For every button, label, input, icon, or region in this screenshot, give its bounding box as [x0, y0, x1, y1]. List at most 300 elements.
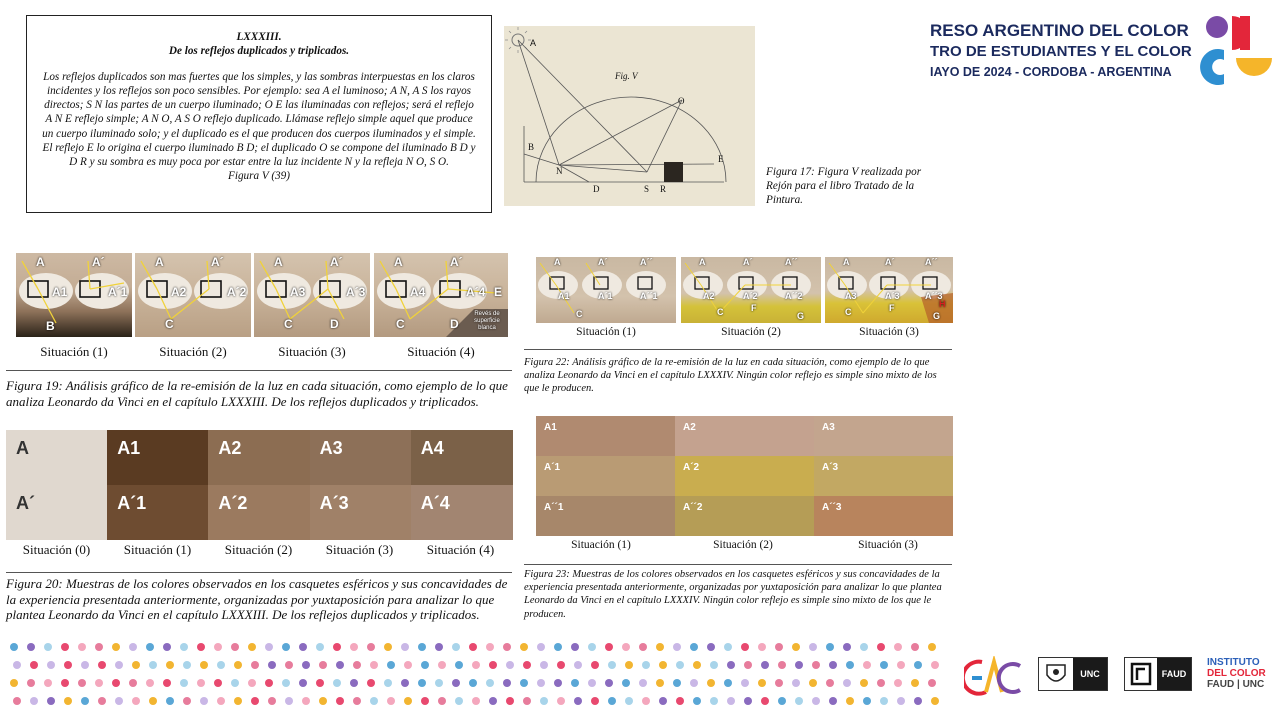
instituto-line2: DEL COLOR: [1207, 668, 1266, 679]
engraving-label-a: A: [530, 38, 537, 48]
photo3-label-a-prime: A´: [330, 255, 343, 269]
instituto-line1: INSTITUTO: [1207, 657, 1260, 668]
p22-3-a3: A3: [845, 291, 857, 301]
decorative-dot: [149, 697, 157, 705]
decorative-dot: [928, 679, 936, 687]
decorative-dot: [826, 679, 834, 687]
p22-1-a-dprime-1: A´´1: [640, 291, 658, 301]
decorative-dot: [710, 661, 718, 669]
decorative-dot: [10, 679, 18, 687]
decorative-dot: [302, 661, 310, 669]
decorative-dot: [605, 679, 613, 687]
fig20-swatch: [6, 485, 108, 540]
engraving-label-s: S: [644, 184, 650, 194]
decorative-dot: [146, 679, 154, 687]
decorative-dot: [367, 679, 375, 687]
p22-1-a-prime: A´: [598, 257, 608, 267]
unc-logo: [1038, 657, 1108, 691]
decorative-dot: [928, 643, 936, 651]
decorative-dot: [506, 661, 514, 669]
decorative-dot: [401, 643, 409, 651]
decorative-dot: [894, 643, 902, 651]
decorative-dot: [574, 661, 582, 669]
decorative-dot: [163, 679, 171, 687]
fig20-swatch: [411, 430, 513, 485]
decorative-dot: [81, 661, 89, 669]
p22-1-a-dprime: A´´: [640, 257, 653, 267]
fig22-rule: [524, 349, 952, 350]
decorative-dot: [775, 679, 783, 687]
fig23-situation-2: Situación (2): [713, 539, 773, 551]
fig20-swatch-label: A4: [420, 438, 444, 458]
decorative-dot: [537, 643, 545, 651]
decorative-dot: [469, 643, 477, 651]
decorative-dot: [846, 661, 854, 669]
decorative-dot: [472, 661, 480, 669]
decorative-dot: [384, 679, 392, 687]
decorative-dot: [350, 679, 358, 687]
fig23-swatch: [536, 496, 675, 536]
decorative-dot: [659, 697, 667, 705]
decorative-dot: [676, 697, 684, 705]
p22-3-a-prime-3: A´3: [885, 291, 900, 301]
fig20-situation-1: Situación (1): [123, 542, 192, 557]
decorative-dot: [13, 661, 21, 669]
decorative-dot: [523, 697, 531, 705]
decorative-dot: [452, 679, 460, 687]
decorative-dot: [265, 643, 273, 651]
decorative-dot: [265, 679, 273, 687]
decorative-dot: [418, 643, 426, 651]
photo1-label-a-prime: A´: [92, 255, 105, 269]
decorative-dot: [639, 643, 647, 651]
decorative-dot: [452, 643, 460, 651]
fig20-situation-4: Situación (4): [426, 542, 495, 557]
decorative-dot: [792, 679, 800, 687]
decorative-dot: [639, 679, 647, 687]
p22-3-a-dprime: A´´: [925, 257, 938, 267]
decorative-dot: [642, 697, 650, 705]
decorative-dot: [911, 643, 919, 651]
decorative-dot: [622, 643, 630, 651]
p22-1-a1: A1: [558, 291, 570, 301]
p22-2-a-prime-2: A´2: [743, 291, 758, 301]
figure-19-caption: Figura 19: Análisis gráfico de la re-emisión de la luz en cada situación, como ejemplo de lo que analiza Leonardo da Vinci en el capítulo LXXXIII. De los reflejos duplicados y triplicados.: [6, 378, 508, 409]
decorative-dot-pattern: [10, 643, 950, 713]
fig19-situation-4: Situación (4): [407, 344, 475, 359]
decorative-dot: [435, 679, 443, 687]
decorative-dot: [673, 679, 681, 687]
photo4-label-a4: A4: [410, 285, 426, 299]
p22-3-a: A: [843, 257, 850, 267]
decorative-dot: [676, 661, 684, 669]
decorative-dot: [234, 697, 242, 705]
decorative-dot: [707, 679, 715, 687]
decorative-dot: [795, 661, 803, 669]
decorative-dot: [319, 697, 327, 705]
instituto-color-logo: [1207, 657, 1273, 690]
decorative-dot: [588, 643, 596, 651]
fig20-situation-2: Situación (2): [224, 542, 293, 557]
decorative-dot: [489, 697, 497, 705]
decorative-dot: [149, 661, 157, 669]
decorative-dot: [880, 661, 888, 669]
decorative-dot: [897, 697, 905, 705]
decorative-dot: [13, 697, 21, 705]
fig20-swatch: [107, 485, 209, 540]
decorative-dot: [486, 643, 494, 651]
decorative-dot: [778, 697, 786, 705]
decorative-dot: [690, 643, 698, 651]
figure-22-caption: Figura 22: Análisis gráfico de la re-emisión de la luz en cada situación, como ejemplo de lo que analiza Leonardo da Vinci en el capítulo LXXXIV. Ningún color reflejo es simple sino mixto de los que le producen.: [524, 357, 937, 395]
fig20-swatch-label: A3: [319, 438, 343, 458]
decorative-dot: [268, 661, 276, 669]
decorative-dot: [166, 697, 174, 705]
p22-2-a-dprime-2: A´´2: [785, 291, 803, 301]
decorative-dot: [98, 661, 106, 669]
decorative-dot: [778, 661, 786, 669]
decorative-dot: [438, 661, 446, 669]
decorative-dot: [724, 679, 732, 687]
p22-3-h: H: [939, 299, 946, 309]
decorative-dot: [914, 661, 922, 669]
congress-title-line3: IAYO DE 2024 - CORDOBA - ARGENTINA: [930, 65, 1172, 79]
fig19-situation-3: Situación (3): [278, 344, 346, 359]
engraving-label-d: D: [593, 184, 600, 194]
decorative-dot: [285, 661, 293, 669]
figure-19-photo-3: [254, 253, 370, 337]
fig20-swatch: [107, 430, 209, 485]
decorative-dot: [809, 643, 817, 651]
congress-title-line2: TRO DE ESTUDIANTES Y EL COLOR: [930, 43, 1192, 60]
decorative-dot: [234, 661, 242, 669]
decorative-dot: [95, 679, 103, 687]
fig22-situation-2: Situación (2): [721, 326, 781, 338]
photo2-label-a-prime-2: A´2: [227, 285, 247, 299]
congress-title-line1: RESO ARGENTINO DEL COLOR: [930, 21, 1189, 40]
p22-2-a: A: [699, 257, 706, 267]
fig20-swatch: [310, 430, 412, 485]
decorative-dot: [384, 643, 392, 651]
fig23-swatch-label: A´3: [822, 462, 839, 473]
decorative-dot: [404, 661, 412, 669]
decorative-dot: [132, 697, 140, 705]
decorative-dot: [353, 697, 361, 705]
decorative-dot: [625, 697, 633, 705]
decorative-dot: [863, 661, 871, 669]
fig20-situation-0: Situación (0): [22, 542, 91, 557]
decorative-dot: [775, 643, 783, 651]
decorative-dot: [421, 661, 429, 669]
photo2-label-c: C: [165, 317, 174, 331]
decorative-dot: [333, 643, 341, 651]
fig23-swatch-label: A´´1: [544, 502, 564, 513]
decorative-dot: [418, 679, 426, 687]
decorative-dot: [129, 679, 137, 687]
decorative-dot: [180, 679, 188, 687]
p22-1-a-prime-1: A´1: [598, 291, 613, 301]
fig23-swatch-label: A1: [544, 422, 557, 433]
p22-3-g: G: [933, 311, 941, 321]
faud-emblem-icon: [1125, 658, 1157, 690]
decorative-dot: [741, 643, 749, 651]
faud-logo: [1124, 657, 1192, 691]
decorative-dot: [724, 643, 732, 651]
decorative-dot: [758, 679, 766, 687]
fig23-swatch: [675, 496, 814, 536]
decorative-dot: [30, 661, 38, 669]
fig23-swatch-label: A2: [683, 422, 696, 433]
decorative-dot: [795, 697, 803, 705]
decorative-dot: [95, 643, 103, 651]
decorative-dot: [353, 661, 361, 669]
decorative-dot: [370, 661, 378, 669]
photo3-label-a-prime-3: A´3: [346, 285, 366, 299]
decorative-dot: [472, 697, 480, 705]
decorative-dot: [812, 697, 820, 705]
figure-17-engraving: [504, 26, 755, 206]
decorative-dot: [61, 643, 69, 651]
p22-1-c: C: [576, 309, 583, 319]
fig23-swatch: [536, 456, 675, 496]
fig23-swatch-label: A3: [822, 422, 835, 433]
fig23-swatch-label: A´2: [683, 462, 700, 473]
decorative-dot: [27, 679, 35, 687]
decorative-dot: [44, 679, 52, 687]
fig19-rule: [6, 370, 512, 371]
quote-body: Los reflejos duplicados son mas fuertes que los simples, y las sombras interpuestas en los claros incidentes y los reflejos son poco sensibles. Por ejemplo: sea A el luminoso; A N, A S los rayos directos; S N las partes de un cuerpo iluminado; O E las iluminadas con reflejos; será el reflejo A N E reflejo simple; A N O, A S O reflejo duplicado. Llámase reflejo simple aquel que produce un cuerpo iluminado solo; y el duplicado es el que producen dos cuerpos iluminados y el simple. El reflejo E lo origina el cuerpo iluminado B D; el duplicado O se compone del iluminado B D y D R y su sombra es muy poca por estar entre la luz incidente N y la refleja N O, S O.: [42, 71, 476, 168]
p22-2-a2: A2: [703, 291, 715, 301]
decorative-dot: [588, 679, 596, 687]
fig23-swatch: [536, 416, 675, 456]
decorative-dot: [571, 643, 579, 651]
p22-3-a-dprime-3: A´´3: [925, 291, 943, 301]
decorative-dot: [727, 697, 735, 705]
photo2-label-a-prime: A´: [211, 255, 224, 269]
decorative-dot: [268, 697, 276, 705]
quote-figure-ref: Figura V (39): [228, 169, 290, 182]
unc-label: UNC: [1073, 658, 1107, 690]
p22-3-f: F: [889, 303, 895, 313]
figure-23-caption: Figura 23: Muestras de los colores observados en los casquetes esféricos y sus concavidades de la experiencia presentada anteriormente, organizadas por yuxtaposición para analizar lo que plantea Leonardo da Vinci en el capítulo LXXXIV. Ningún color reflejo es simple sino mixto de los que le producen.: [524, 569, 942, 620]
engraving-label-r: R: [660, 184, 667, 194]
decorative-dot: [931, 697, 939, 705]
fig19-situation-1: Situación (1): [40, 344, 108, 359]
figure-22-photo-3: [825, 257, 953, 323]
fig23-swatch-label: A´´2: [683, 502, 703, 513]
decorative-dot: [914, 697, 922, 705]
decorative-dot: [438, 697, 446, 705]
photo2-label-a2: A2: [171, 285, 187, 299]
decorative-dot: [302, 697, 310, 705]
decorative-dot: [843, 679, 851, 687]
photo4-label-e: E: [494, 285, 503, 299]
decorative-dot: [319, 661, 327, 669]
decorative-dot: [520, 643, 528, 651]
decorative-dot: [455, 661, 463, 669]
photo4-label-a: A: [394, 255, 403, 269]
fig20-swatch: [310, 485, 412, 540]
decorative-dot: [605, 643, 613, 651]
decorative-dot: [809, 679, 817, 687]
decorative-dot: [877, 643, 885, 651]
decorative-dot: [78, 679, 86, 687]
decorative-dot: [744, 661, 752, 669]
decorative-dot: [251, 697, 259, 705]
decorative-dot: [248, 679, 256, 687]
fig19-situation-2: Situación (2): [159, 344, 227, 359]
decorative-dot: [30, 697, 38, 705]
decorative-dot: [591, 661, 599, 669]
fig23-swatch: [675, 416, 814, 456]
decorative-dot: [540, 697, 548, 705]
decorative-dot: [829, 697, 837, 705]
decorative-dot: [81, 697, 89, 705]
decorative-dot: [435, 643, 443, 651]
decorative-dot: [47, 661, 55, 669]
engraving-label-o: O: [678, 96, 685, 106]
decorative-dot: [826, 643, 834, 651]
decorative-dot: [282, 643, 290, 651]
decorative-dot: [44, 643, 52, 651]
engraving-label-fig: Fig. V: [615, 71, 638, 81]
fig20-swatch-label: A2: [218, 438, 242, 458]
decorative-dot: [299, 643, 307, 651]
decorative-dot: [727, 661, 735, 669]
decorative-dot: [846, 697, 854, 705]
decorative-dot: [78, 643, 86, 651]
decorative-dot: [503, 643, 511, 651]
decorative-dot: [591, 697, 599, 705]
decorative-dot: [404, 697, 412, 705]
decorative-dot: [248, 643, 256, 651]
decorative-dot: [863, 697, 871, 705]
decorative-dot: [489, 661, 497, 669]
decorative-dot: [47, 697, 55, 705]
decorative-dot: [829, 661, 837, 669]
fig23-swatch-label: A´´3: [822, 502, 842, 513]
photo4-label-d: D: [450, 317, 459, 331]
decorative-dot: [132, 661, 140, 669]
decorative-dot: [523, 661, 531, 669]
decorative-dot: [540, 661, 548, 669]
photo1-label-a: A: [36, 255, 45, 269]
decorative-dot: [336, 661, 344, 669]
decorative-dot: [693, 661, 701, 669]
decorative-dot: [421, 697, 429, 705]
fig20-swatch-label: A´: [16, 493, 35, 513]
p22-2-a-prime: A´: [743, 257, 753, 267]
decorative-dot: [860, 643, 868, 651]
decorative-dot: [880, 697, 888, 705]
photo4-label-c: C: [396, 317, 405, 331]
decorative-dot: [214, 679, 222, 687]
photo2-label-a: A: [155, 255, 164, 269]
decorative-dot: [197, 643, 205, 651]
decorative-dot: [656, 679, 664, 687]
decorative-dot: [200, 661, 208, 669]
decorative-dot: [217, 661, 225, 669]
decorative-dot: [455, 697, 463, 705]
figure-19-photo-2: [135, 253, 251, 337]
fig23-rule: [524, 564, 952, 565]
fig20-swatch-label: A1: [117, 438, 141, 458]
decorative-dot: [557, 661, 565, 669]
decorative-dot: [214, 643, 222, 651]
decorative-dot: [622, 679, 630, 687]
decorative-dot: [115, 697, 123, 705]
decorative-dot: [61, 679, 69, 687]
decorative-dot: [486, 679, 494, 687]
decorative-dot: [251, 661, 259, 669]
decorative-dot: [333, 679, 341, 687]
decorative-dot: [166, 661, 174, 669]
decorative-dot: [673, 643, 681, 651]
p22-2-f: F: [751, 303, 757, 313]
decorative-dot: [877, 679, 885, 687]
decorative-dot: [112, 643, 120, 651]
fig20-swatch: [6, 430, 108, 485]
decorative-dot: [656, 643, 664, 651]
fig20-swatch-label: A´3: [319, 493, 349, 513]
decorative-dot: [690, 679, 698, 687]
fig20-situation-3: Situación (3): [325, 542, 394, 557]
p22-3-c: C: [845, 307, 852, 317]
decorative-dot: [554, 643, 562, 651]
decorative-dot: [64, 661, 72, 669]
figure-23-swatch-grid: [536, 416, 953, 536]
figure-22-photo-1: [536, 257, 676, 323]
quote-box: [26, 15, 492, 213]
decorative-dot: [693, 697, 701, 705]
figure-17-caption: Figura 17: Figura V realizada por Rejón para el libro Tratado de la Pintura.: [766, 166, 922, 206]
decorative-dot: [554, 679, 562, 687]
decorative-dot: [217, 697, 225, 705]
decorative-dot: [282, 679, 290, 687]
decorative-dot: [574, 697, 582, 705]
fig23-swatch: [814, 496, 953, 536]
decorative-dot: [370, 697, 378, 705]
decorative-dot: [761, 661, 769, 669]
figure-19-photo-1: [16, 253, 132, 337]
figure-20-swatch-grid: [6, 430, 512, 540]
decorative-dot: [894, 679, 902, 687]
decorative-dot: [642, 661, 650, 669]
decorative-dot: [469, 679, 477, 687]
photo1-label-b: B: [46, 319, 55, 333]
decorative-dot: [520, 679, 528, 687]
decorative-dot: [812, 661, 820, 669]
fig22-situation-3: Situación (3): [859, 326, 919, 338]
figure-19-photo-4: [374, 253, 508, 337]
photo1-label-a-prime-1: A´1: [108, 285, 128, 299]
congress-logo: [1198, 14, 1274, 86]
decorative-dot: [336, 697, 344, 705]
decorative-dot: [387, 661, 395, 669]
photo1-label-a1: A1: [52, 285, 68, 299]
decorative-dot: [10, 643, 18, 651]
fig20-swatch: [411, 485, 513, 540]
p22-2-a-dprime: A´´: [785, 257, 798, 267]
decorative-dot: [761, 697, 769, 705]
fig20-rule: [6, 572, 512, 573]
decorative-dot: [401, 679, 409, 687]
decorative-dot: [200, 697, 208, 705]
decorative-dot: [741, 679, 749, 687]
decorative-dot: [231, 679, 239, 687]
decorative-dot: [843, 643, 851, 651]
gac-logo: [964, 656, 1022, 700]
